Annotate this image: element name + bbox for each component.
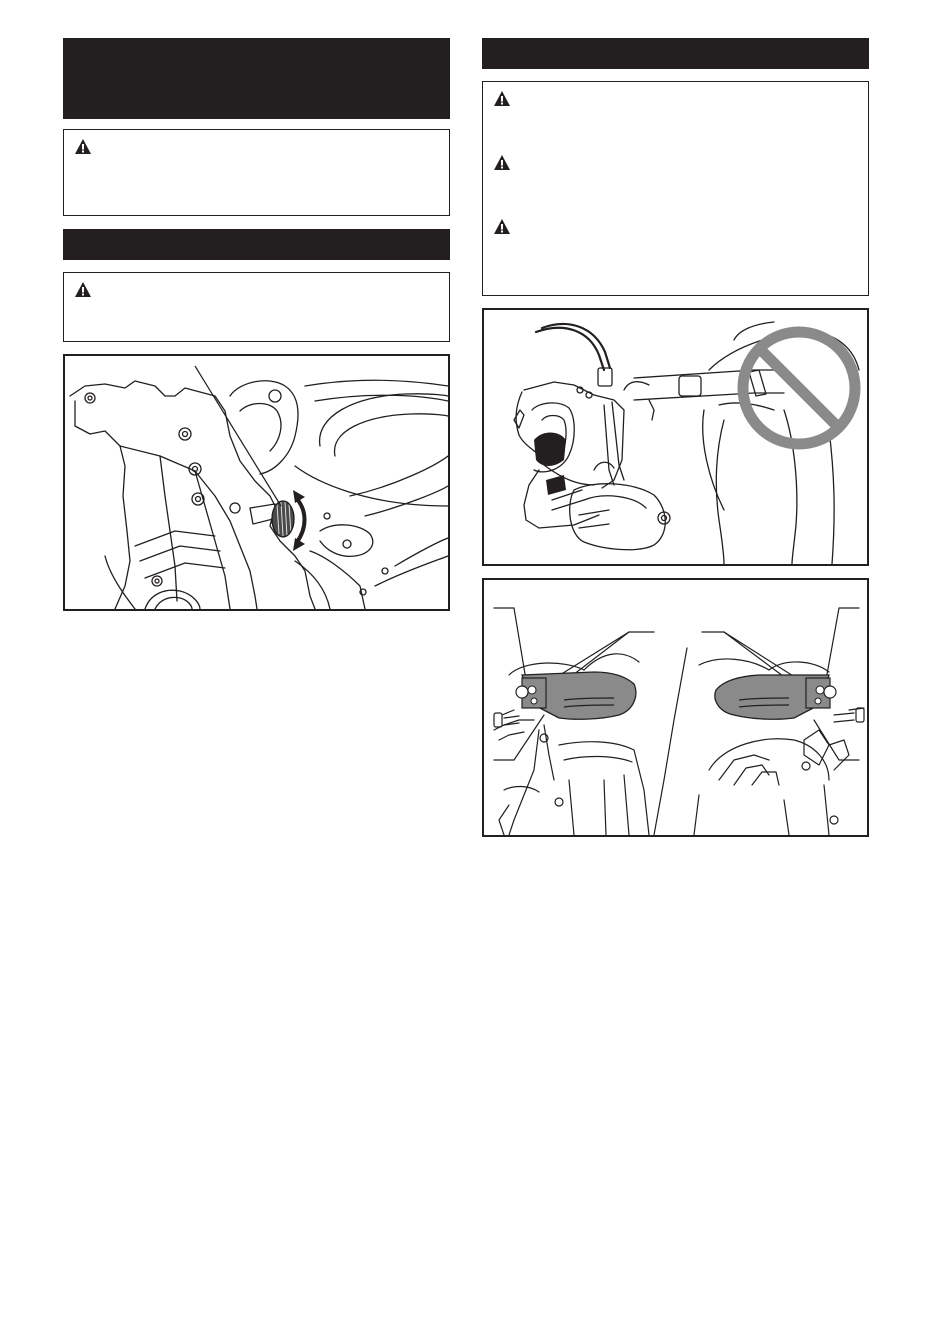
nailer-hung-on-belt-illustration — [484, 310, 867, 564]
figure-belt-hanging-prohibited — [482, 308, 869, 566]
rotation-arrow — [297, 499, 305, 542]
warning-triangle-icon — [493, 218, 511, 235]
hook-mounting-left-right-illustration — [484, 580, 867, 835]
left-heading-bar-2 — [63, 229, 450, 260]
warning-triangle-icon — [493, 90, 511, 107]
warning-triangle-icon — [74, 281, 92, 298]
left-warning-box-1 — [63, 129, 450, 216]
tool-depth-adjuster-illustration — [65, 356, 448, 609]
prohibited-sign-icon — [743, 332, 855, 444]
left-heading-bar-1 — [63, 38, 450, 119]
right-heading-bar — [482, 38, 869, 69]
callout-leader-line — [195, 366, 281, 506]
left-hook — [516, 672, 636, 719]
figure-hook-mounting — [482, 578, 869, 837]
depth-adjust-dial — [272, 501, 294, 537]
right-hook — [715, 675, 836, 719]
figure-depth-adjuster — [63, 354, 450, 611]
left-warning-box-2 — [63, 272, 450, 342]
warning-triangle-icon — [74, 138, 92, 155]
warning-triangle-icon — [493, 154, 511, 171]
right-warning-box — [482, 81, 869, 296]
